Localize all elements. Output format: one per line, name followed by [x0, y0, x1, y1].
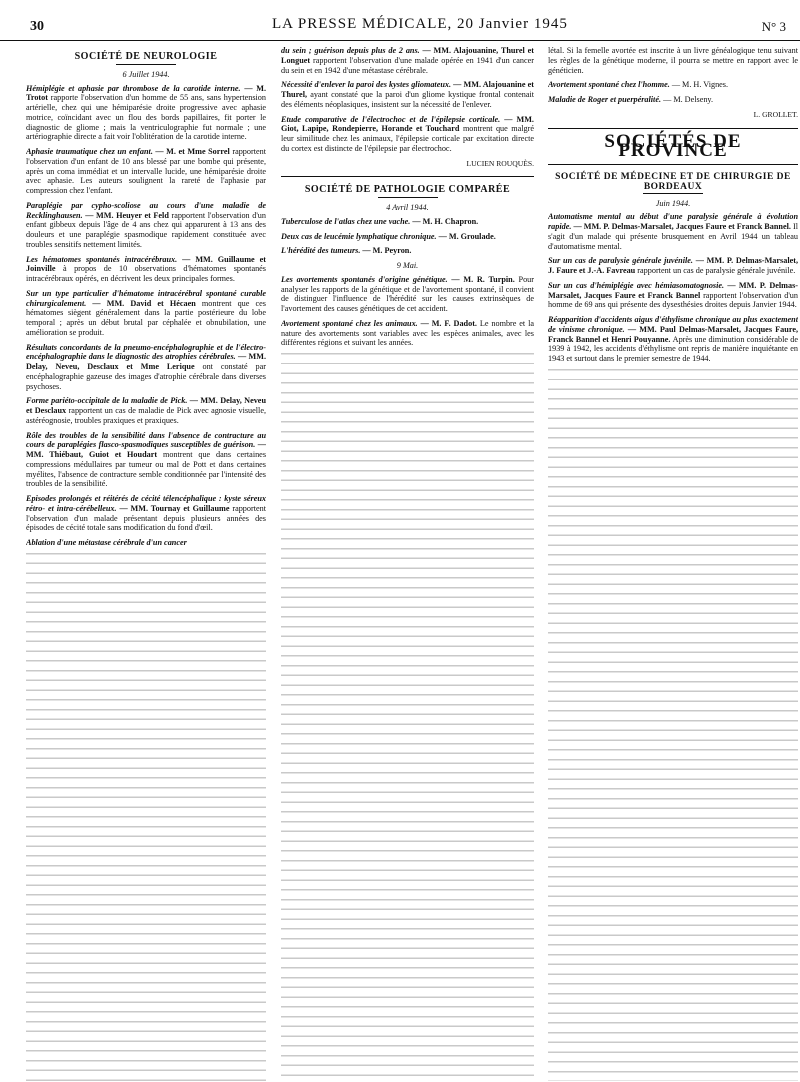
section-title: SOCIÉTÉ DE PATHOLOGIE COMPARÉE — [304, 184, 511, 196]
article-authors: — MM. Delay, Neveu et Desclaux — [26, 396, 266, 415]
signature: LUCIEN ROUQUÈS. — [466, 158, 534, 168]
article — [26, 343, 266, 392]
article-authors: — MM. Alajouanine, Thurel et Longuet — [281, 46, 534, 65]
meeting-date: 6 Juillet 1944. — [122, 69, 170, 79]
article-title: Etude comparative de l'électrochoc et de l'épilepsie corticale. — [281, 114, 501, 124]
article-authors: — MM. Delay, Neveu, Desclaux et Mme Lerique — [26, 352, 266, 371]
article-list — [26, 84, 266, 1082]
text-continuation — [548, 369, 798, 1081]
article — [26, 201, 266, 250]
article-authors: — M. Groulade. — [436, 231, 496, 241]
article-title: Forme pariéto-occipitale de la maladie de Pick. — [26, 396, 188, 406]
article-list — [281, 46, 534, 154]
article — [26, 289, 266, 338]
article — [26, 538, 266, 548]
article-authors: — MM. Thiébaut, Guiot et Houdart — [26, 440, 266, 459]
article-authors: — M. H. Vignes. — [671, 80, 729, 90]
article-authors: — M. R. Turpin. — [447, 274, 519, 284]
article-text: rapportent l'observation d'un enfant de 10 ans blessé par une bombe qui présente, après un coma immédiat et un intervalle lucide, une hémiparésie droite avec aphasie. Les auteurs soulignent la rareté de l'aphasie par compression chez l'enfant. — [26, 147, 266, 195]
divider — [548, 164, 798, 165]
article-title: Sur un type particulier d'hématome intracérébral spontané curable chirurgicalement. — [26, 288, 266, 308]
article-title: Ablation d'une métastase cérébrale d'un cancer — [26, 538, 187, 547]
signature: L. GROLLET. — [753, 109, 798, 119]
article-authors: — MM. P. Delmas-Marsalet, Jacques Faure et Franck Bannel — [548, 280, 798, 300]
article-title: Réapparition d'accidents aigus d'éthylisme chronique au plus exactement de vinisme chronique. — [548, 315, 798, 334]
article — [281, 232, 534, 242]
article — [281, 246, 534, 256]
article-title: du sein ; guérison depuis plus de 2 ans. — [281, 46, 420, 55]
article-text: à propos de 10 observations d'hématomes spontanés intracérébraux opérés, en décrivent les deux principales formes. — [26, 264, 266, 283]
article-title: Sur un cas de paralysie générale juvénile. — [548, 256, 693, 266]
article-text: montrent que ces hématomes siègent généralement dans la partie postérieure du lobe temporal ; après un début brutal par céphalée et obnubilation, une amélioration se produit. — [26, 298, 266, 337]
article-title: Avortement spontané chez l'homme. — [548, 80, 670, 90]
article-authors: — MM. David et Hécaen — [86, 298, 202, 308]
article-title: Maladie de Roger et puerpéralité. — [548, 95, 662, 104]
article — [548, 281, 798, 310]
article — [26, 255, 266, 284]
column-1 — [26, 46, 266, 1082]
article-authors: — M. H. Chapron. — [410, 216, 479, 226]
article — [548, 212, 798, 251]
article-title: Deux cas de leucémie lymphatique chronique. — [281, 231, 437, 241]
section-banner: SOCIÉTÉS DE PROVINCE — [604, 130, 742, 162]
article-authors: — MM. Guillaume et Joinville — [26, 254, 266, 274]
article — [281, 46, 534, 75]
divider — [281, 176, 534, 177]
article-authors: — M. Peyron. — [360, 246, 412, 256]
article-text: Après une diminution considérable de 1939 à 1942, les accidents d'éthylisme ont repris de manière inquiétante en 1943 et surtout dans le premier semestre de 1944. — [548, 334, 798, 363]
article — [26, 396, 266, 425]
article-text: Il s'agit d'un malade qui présente brusquement en Avril 1944 un tableau d'automatisme mental. — [548, 222, 798, 251]
article-text: Pour analyser les rapports de la génétique et de l'avortement spontané, il convient de distinguer l'influence de l'hérédité sur les causes extrinsèques de l'avortement des causes génétiques de cet accident. — [281, 274, 534, 313]
article — [26, 147, 266, 196]
article-authors: — MM. Giot, Lapipe, Rondepierre, Horande et Touchard — [281, 114, 534, 134]
issue-number: N° 3 — [761, 19, 786, 34]
article-title: Nécessité d'enlever la paroi des kystes gliomateux. — [281, 80, 452, 90]
article-text: Le nombre et la nature des avortements sont variables avec les espèces animales, avec les différentes régions et suivant les années. — [281, 318, 534, 348]
article-title: Les hématomes spontanés intracérébraux. — [26, 254, 178, 264]
article-title: Sur un cas d'hémiplégie avec hémiasomatognosie. — [548, 280, 725, 290]
article-authors: — M. Delseny. — [663, 95, 714, 104]
article-title: Avortement spontané chez les animaux. — [281, 318, 418, 328]
article — [281, 115, 534, 154]
article-text: ont constaté par encéphalographie gazeuse des images d'atrophie cérébrale dans diverses psychoses. — [26, 362, 266, 391]
article-title: L'hérédité des tumeurs. — [281, 246, 361, 256]
column-2 — [281, 46, 534, 1082]
article-list — [281, 217, 534, 256]
article-title: Episodes prolongés et réitérés de cécité télencéphalique : kyste séreux rétro- et intra-cérébelleux. — [26, 494, 266, 513]
divider — [378, 197, 438, 198]
article-text: rapportent un cas de paralysie générale juvénile. — [637, 266, 796, 275]
divider — [116, 64, 176, 65]
text-continuation — [281, 353, 534, 1081]
article-text: rapportent l'observation d'une malade opérée en 1941 d'un cancer du sein et en 1942 d'une métastase cérébrale. — [281, 55, 534, 75]
article-authors: — M. et Mme Sorrel — [152, 147, 233, 156]
article-authors: — M. F. Dadot. — [417, 318, 480, 328]
article — [548, 256, 798, 276]
page-number: 30 — [30, 19, 44, 34]
article — [281, 319, 534, 348]
article-text: rapportent l'observation d'un enfant gibbeux depuis l'âge de 4 ans chez qui apparurent à 13 ans des douleurs et une paraplégie spasmodique rapidement constituée avec troubles sensitifs nettement limités. — [26, 210, 266, 249]
article-title: Aphasie traumatique chez un enfant. — [26, 147, 153, 156]
article-authors: — MM. P. Delmas-Marsalet, Jacques Faure et Franck Bannel. — [571, 222, 793, 231]
article-authors: — MM. Alajouanine et Thurel, — [281, 80, 534, 99]
article-authors: — MM. Tournay et Guillaume — [116, 503, 233, 513]
article — [548, 80, 798, 90]
article-text: rapportent l'observation d'un malade présentant depuis plusieurs années des épisodes de cécité totale sans modification du fond d'œil. — [26, 503, 266, 533]
article — [26, 84, 266, 143]
section-title: SOCIÉTÉ DE NEUROLOGIE — [74, 51, 218, 62]
article — [281, 217, 534, 227]
article-title: Automatisme mental au début d'une paralysie générale à évolution rapide. — [548, 212, 798, 231]
article — [26, 431, 266, 490]
article-text: rapporte l'observation d'un homme de 55 ans, sans hypertension artérielle, chez qui une hémiparésie droite progressive avec aphasie motrice, coïncidant avec un flou des bords papillaires, fit porter le diagnostic de gliome ; mais la ventriculographie fut normale ; une artériographie directe a fait voir l'oblitération de la carotide interne. — [26, 93, 266, 142]
article — [548, 95, 798, 105]
divider — [643, 193, 703, 194]
article — [281, 80, 534, 109]
article-text: rapportent un cas de maladie de Pick avec agnosie visuelle, astéréognosie, troubles praxiques et praxiques. — [26, 406, 266, 425]
article-text: montrent que malgré leur similitude chez les animaux, l'épilepsie corticale par excitation directe du cortex est distincte de l'épilepsie par électrochoc. — [281, 124, 534, 153]
text-continuation — [26, 553, 266, 1081]
meeting-date: 4 Avril 1944. — [386, 203, 429, 212]
article — [26, 494, 266, 533]
article-text: montrent que dans certaines compressions médullaires par tumeur ou mal de Pott et dans certaines myélites, l'absence de contracture semble conditionnée par l'intensité des troubles de la sensibilité. — [26, 450, 266, 489]
article-title: Paraplégie par cypho-scoliose au cours d'une maladie de Recklinghausen. — [26, 200, 266, 220]
page-header — [0, 6, 800, 41]
article — [548, 315, 798, 364]
article-text: rapportent l'observation d'un homme de 69 ans qui présente des dysesthésies droites depuis Janvier 1944. — [548, 290, 798, 310]
article-authors: — MM. Paul Delmas-Marsalet, Jacques Faure, Franck Bannel et Henri Pouyanne. — [548, 324, 798, 344]
article — [281, 275, 534, 314]
meeting-date: Juin 1944. — [655, 198, 691, 208]
article-title: Rôle des troubles de la sensibilité dans l'absence de contracture au cours de paraplégies flasco-spasmodiques susceptibles de guérison. — [26, 430, 266, 450]
article-title: Résultats concordants de la pneumo-encéphalographie et de l'électro-encéphalographie dans le diagnostic des atrophies cérébrales. — [26, 342, 266, 362]
article-text: létal. Si la femelle avortée est inscrite à un livre généalogique tenu suivant les règles de la génétique moderne, il pourra se mettre en rapport avec le généticien. — [548, 46, 798, 75]
article-title: Tuberculose de l'atlas chez une vache. — [281, 216, 411, 226]
society-title: SOCIÉTÉ DE MÉDECINE ET DE CHIRURGIE DE BORDEAUX — [555, 172, 791, 192]
article-list — [548, 212, 798, 1081]
article-title: Les avortements spontanés d'origine génétique. — [281, 274, 448, 284]
article-title: Hémiplégie et aphasie par thrombose de la carotide interne. — [26, 83, 241, 93]
article-text: ayant constaté que la paroi d'un gliome kystique frontal contenait des éléments néoplasiques, insistent sur la nécessité de l'enlever. — [281, 90, 534, 109]
article-authors: — MM. Heuyer et Feld — [82, 210, 172, 220]
divider — [548, 128, 798, 129]
article-authors: — M. Trotot — [26, 83, 266, 103]
journal-title: LA PRESSE MÉDICALE, 20 Janvier 1945 — [272, 16, 568, 32]
column-3 — [548, 46, 798, 1082]
article-list — [281, 275, 534, 1081]
meeting-date: 9 Mai. — [396, 261, 419, 270]
article-authors: — MM. P. Delmas-Marsalet, J. Faure et J.-A. Favreau — [548, 256, 798, 275]
